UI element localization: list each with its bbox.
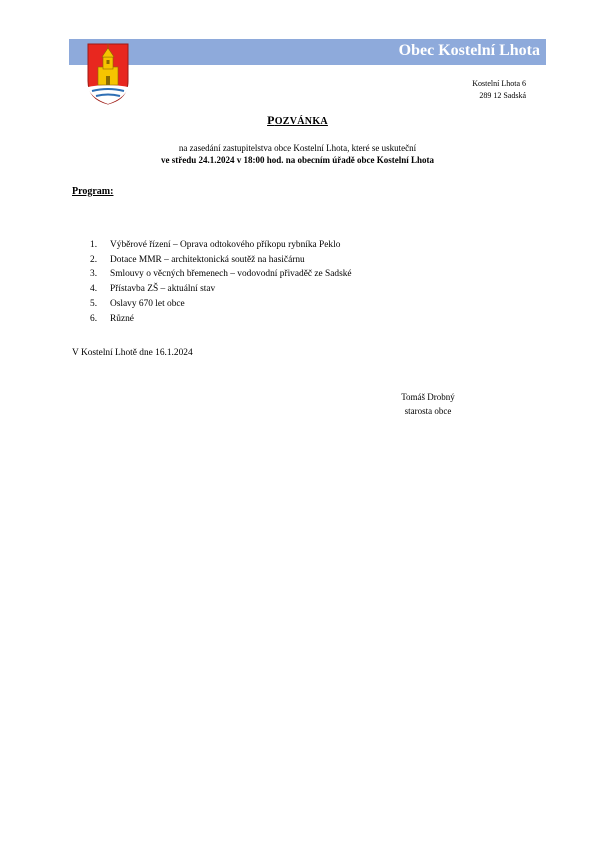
document-title <box>0 113 595 128</box>
agenda-item <box>90 238 352 253</box>
agenda-item <box>90 297 352 312</box>
intro-line-1: na zasedání zastupitelstva obce Kostelní Lhota, které se uskuteční <box>178 143 417 153</box>
municipality-title: Obec Kostelní Lhota <box>398 42 540 59</box>
agenda-item <box>90 267 352 282</box>
coat-of-arms-icon <box>86 43 130 105</box>
signatory-name: Tomáš Drobný <box>401 392 455 402</box>
agenda-item-text: Oslavy 670 let obce <box>110 298 185 309</box>
signature-block <box>376 390 480 418</box>
place-and-date: V Kostelní Lhotě dne 16.1.2024 <box>72 348 193 358</box>
agenda-list <box>90 238 352 326</box>
intro-line-2: ve středu 24.1.2024 v 18:00 hod. na obecním úřadě obce Kostelní Lhota <box>160 155 434 165</box>
agenda-item-number: 5. <box>90 298 98 309</box>
signatory-role: starosta obce <box>404 406 452 416</box>
agenda-item-number: 1. <box>90 240 98 250</box>
agenda-item-number: 3. <box>90 269 98 280</box>
program-label: Program: <box>72 186 114 197</box>
header-bar <box>69 39 546 65</box>
agenda-item <box>90 253 352 268</box>
agenda-item-text: Přístavba ZŠ – aktuální stav <box>110 284 216 295</box>
agenda-item-number: 6. <box>90 313 98 324</box>
agenda-item-number: 2. <box>90 254 98 265</box>
agenda-item-number: 4. <box>90 284 98 295</box>
address-block <box>400 78 526 102</box>
address-line-postal: 289 12 Sadská <box>479 91 526 100</box>
document-title-initial: P <box>267 113 275 127</box>
agenda-item-text: Dotace MMR – architektonická soutěž na hasičárnu <box>110 254 305 265</box>
document-title-rest: OZVÁNKA <box>274 116 328 127</box>
agenda-item-text: Smlouvy o věcných břemenech – vodovodní přivaděč ze Sadské <box>110 269 352 280</box>
invitation-intro <box>90 142 505 166</box>
agenda-item <box>90 312 352 327</box>
agenda-item-text: Různé <box>110 313 134 324</box>
address-line-street: Kostelní Lhota 6 <box>472 79 526 88</box>
agenda-item-text: Výběrové řízení – Oprava odtokového příkopu rybníka Peklo <box>110 240 341 250</box>
agenda-item <box>90 282 352 297</box>
